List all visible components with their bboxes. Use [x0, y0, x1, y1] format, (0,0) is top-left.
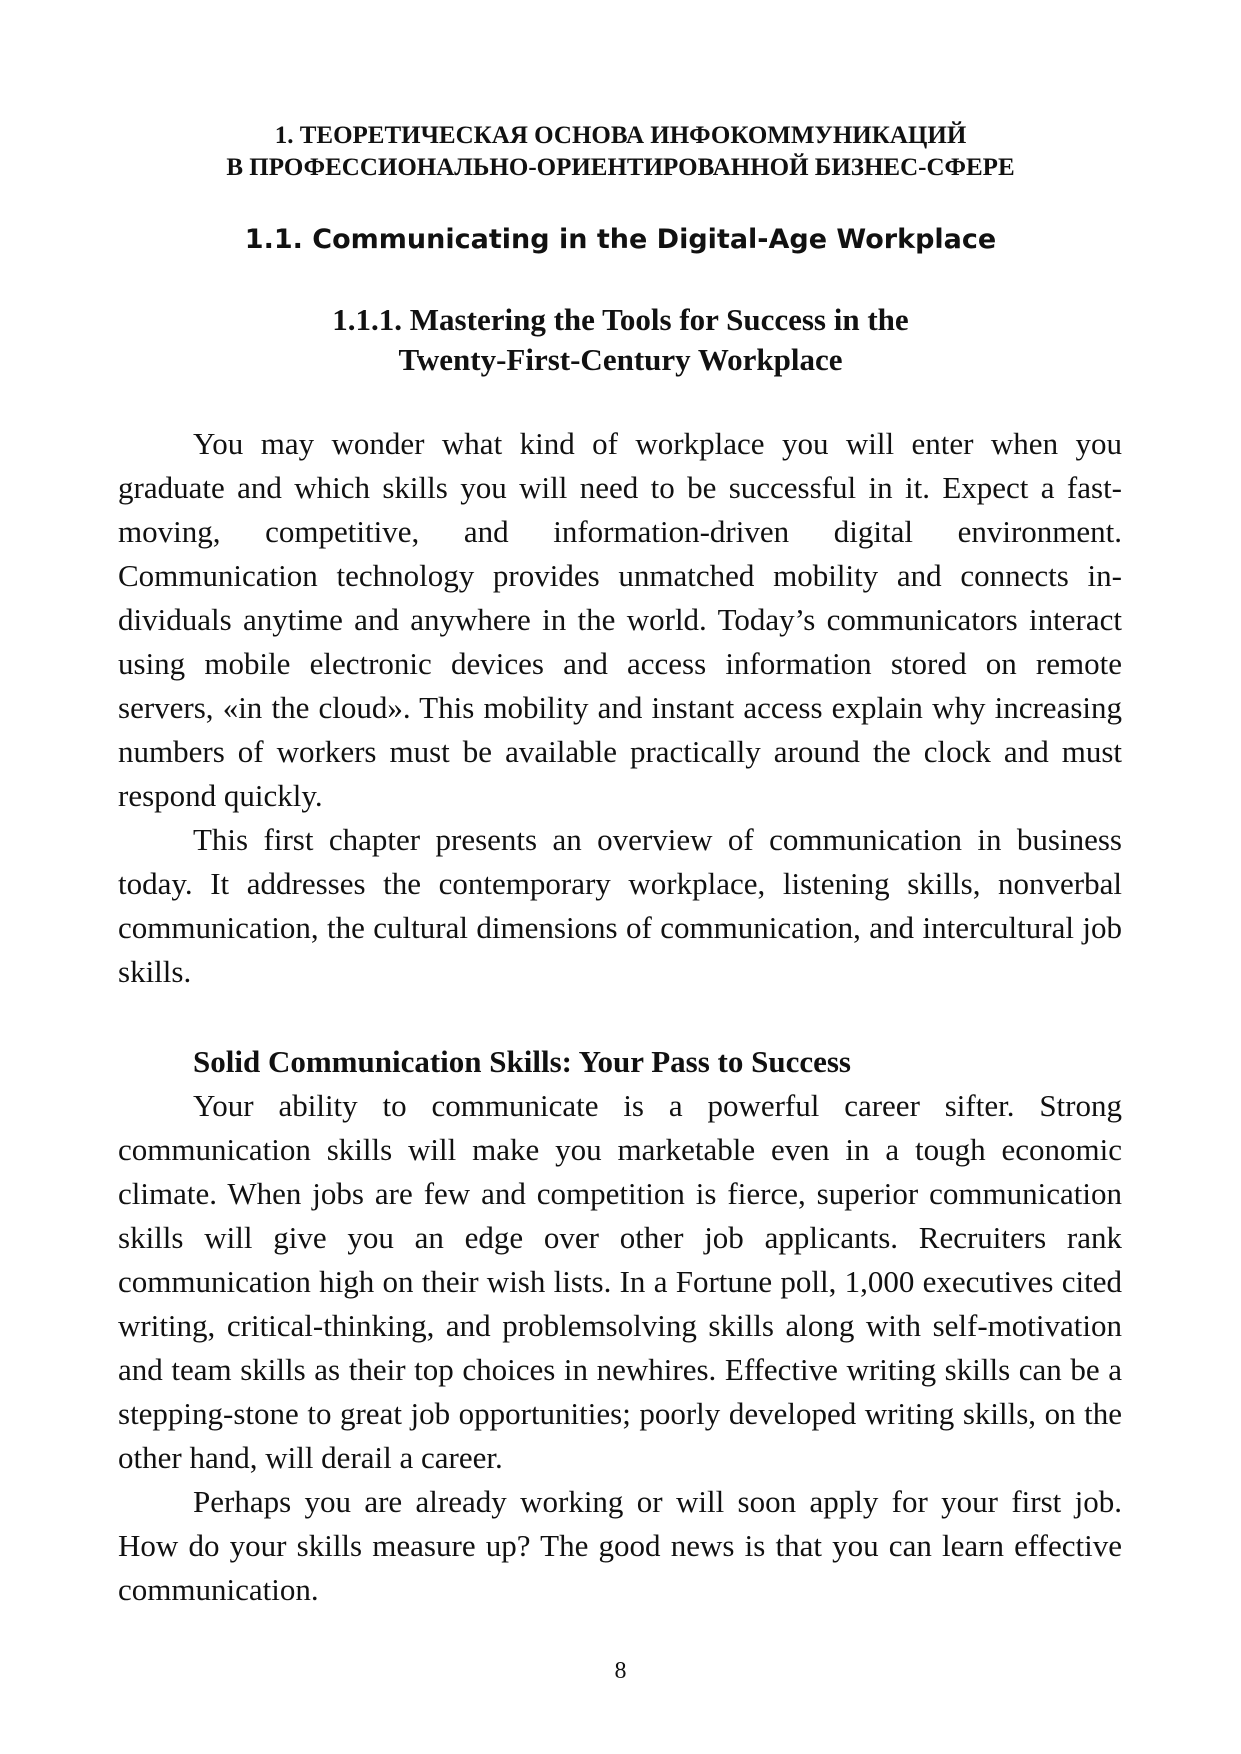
chapter-title-line-1: 1. ТЕОРЕТИЧЕСКАЯ ОСНОВА ИНФОКОММУНИКАЦИЙ [274, 122, 967, 149]
paragraph: This first chapter presents an overview of communication in business today. It addresses the contemporary workplace, listening skills, nonverbal communication, the cultural dimensions of communication, and intercultural job skills. [118, 822, 1122, 989]
chapter-title [0, 120, 1241, 184]
section-title: 1.1. Communicating in the Digital-Age Workplace [244, 224, 997, 255]
paragraph: Perhaps you are already working or will soon apply for your first job. How do your skills measure up? The good news is that you can learn effective communication. [118, 1484, 1122, 1607]
paragraph: You may wonder what kind of workplace you will enter when you graduate and which skills you will need to be successful in it. Expect a fast-moving, competitive, and information-driven digital environment. Communication technology provides unmatched mobility and connects individuals anytime and anywhere in the world. Today’s communicators interact using mobile electronic devices and access information stored on remote servers, «in the cloud». This mobility and instant access explain why increasing numbers of workers must be available practically around the clock and must respond quickly. [118, 426, 1122, 813]
subsection-title-line-2: Twenty-First-Century Workplace [398, 342, 843, 377]
subheading: Solid Communication Skills: Your Pass to Success [193, 1044, 851, 1079]
page-number: 8 [614, 1658, 627, 1684]
chapter-title-line-2: В ПРОФЕССИОНАЛЬНО-ОРИЕНТИРОВАННОЙ БИЗНЕС-СФЕРЕ [226, 154, 1015, 181]
body-block-intro [118, 422, 1122, 994]
body-block-skills [118, 1040, 1122, 1612]
subsection-title-line-1: 1.1.1. Mastering the Tools for Success in the [332, 302, 909, 337]
subsection-title [0, 300, 1241, 380]
paragraph: Your ability to communicate is a powerful career sifter. Strong communication skills will make you marketable even in a tough economic climate. When jobs are few and competition is fierce, superior communication skills will give you an edge over other job applicants. Recruiters rank communication high on their wish lists. In a Fortune poll, 1,000 executives cited writing, critical-thinking, and problemsolving skills along with self-motivation and team skills as their top choices in newhires. Effective writing skills can be a stepping-stone to great job opportunities; poorly developed writing skills, on the other hand, will derail a career. [118, 1088, 1122, 1475]
